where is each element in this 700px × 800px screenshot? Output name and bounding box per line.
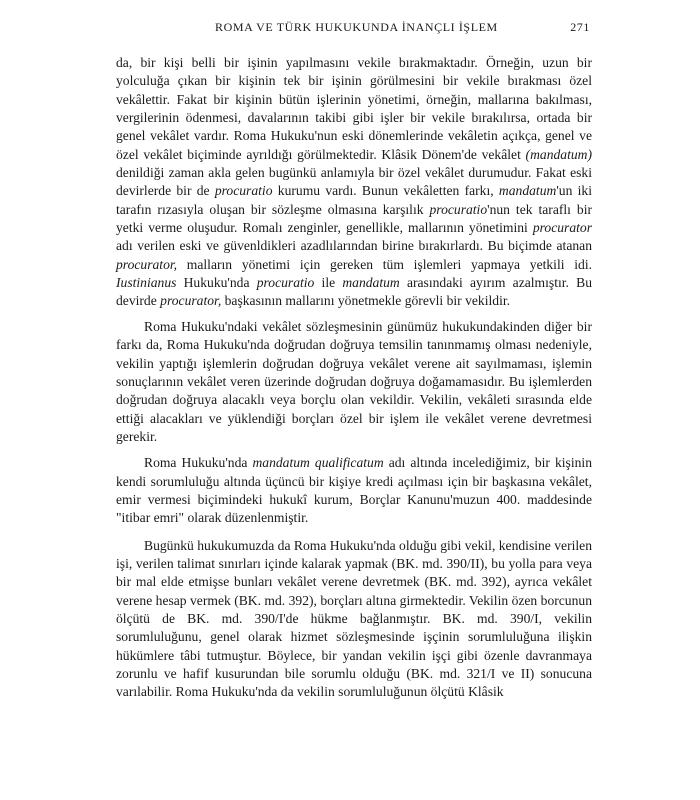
text-run: ile	[314, 275, 343, 291]
italic-term: mandatum	[342, 275, 400, 291]
body-text	[116, 54, 592, 702]
text-run: 'un iki tarafın rızasıyla oluşan bir sözleşme olmasına karşılık	[116, 183, 592, 217]
paragraph-1	[116, 54, 592, 311]
italic-term: procuratio	[214, 183, 273, 199]
text-run: adı verilen eski ve güvenldikleri azadlılarından birine bırakırlardı. Bu biçimde atanan	[116, 238, 592, 254]
italic-term: Iustinianus	[116, 275, 177, 291]
text-run: da, bir kişi belli bir işinin yapılmasını vekile bırakmaktadır. Örneğin, uzun bir yolculuğa çıkan bir kişinin tek bir işinin görülmesini bir vekile bırakması özel vekâlettir. Fakat bir kişinin bütün işlerinin yönetimi, örneğin, mallarına bakılması, vergilerinin ödenmesi, davalarının takibi gibi işler bir vekile bırakılırsa, ortada bir genel vekâlet vardır. Roma Hukuku'nun eski dönemlerinde vekâletin açıkça, genel ve özel vekâlet biçiminde ayrıldığı görülmektedir. Klâsik Dönem'de vekâlet	[116, 55, 592, 162]
text-run: Bugünkü hukukumuzda da Roma Hukuku'nda olduğu gibi vekil, kendisine verilen işi, verilen talimat sınırları içinde kalarak yapmak (BK. md. 390/II), bu yolla para veya bir mal elde etmişse bunları vekâlet verene devretmek (BK. md. 392), ayrıca vekâlet verene hesap vermek (BK. md. 392), borçları altına girmektedir. Vekilin özen borcunun ölçütü de BK. md. 390/I'de hükme bağlanmıştır. BK. md. 390/I, vekilin sorumluluğunu, genel olarak hizmet sözleşmesinde işçinin sorumluluğuna ilişkin hükümlere tâbi tutmuştur. Böylece, bir yandan vekilin işçi gibi özenle davranmaya zorunlu ve hafif kusurundan bile sorumlu olduğu (BK. md. 321/I ve II) sonucuna varılabilir. Roma Hukuku'nda da vekilin sorumluluğunun ölçütü Klâsik	[116, 537, 592, 700]
text-run: Roma Hukuku'nda	[144, 455, 253, 471]
running-header	[100, 20, 590, 38]
text-run: 'nun tek taraflı bir yetki verme oluşudur. Romalı zenginler, genellikle, mallarının yönetimini	[116, 201, 593, 236]
text-run: denildiği zaman akla gelen bugünkü anlamıyla bir özel vekâlet durumudur. Fakat eski devirlerde bir de	[116, 165, 592, 199]
paragraph-2	[116, 318, 592, 446]
running-title: ROMA VE TÜRK HUKUKUNDA İNANÇLI İŞLEM	[215, 20, 498, 34]
italic-term: procurator	[532, 220, 592, 236]
page-number: 271	[570, 20, 590, 34]
italic-term: procuratio	[256, 275, 315, 291]
italic-term: (mandatum)	[525, 146, 592, 162]
italic-term: procurator,	[116, 256, 178, 272]
text-run: Hukuku'nda	[176, 275, 257, 291]
text-run: başkasının mallarını yönetmekle görevli bir vekildir.	[221, 293, 511, 309]
text-run: kurumu vardı. Bunun vekâletten farkı,	[272, 183, 499, 199]
text-run: adı altında incelediğimiz, bir kişinin kendi sorumluluğu altında üçüncü bir kişiye kredi açılması için bir başkasına vekâlet, emir vermesi biçimindeki hukukî kurum, Borçlar Kanunu'muzun 400. maddesinde "itibar emri" olarak düzenlenmiştir.	[116, 455, 592, 526]
italic-term: mandatum qualificatum	[252, 455, 384, 471]
italic-term: procurator,	[160, 293, 222, 309]
paragraph-3	[116, 454, 592, 527]
text-run: arasındaki ayırım azalmıştır. Bu devirde	[116, 275, 592, 309]
text-run: malların yönetimi için gereken tüm işlemleri yapmaya yetkili idi.	[177, 256, 592, 272]
text-run: Roma Hukuku'ndaki vekâlet sözleşmesinin günümüz hukukundakinden diğer bir farkı da, Roma Hukuku'nda doğrudan doğruya temsilin tanınmamış olması nedeniyle, vekilin yaptığı işlemlerin doğrudan doğruya vekâlet verene ait sayılmaması, işlemin sonuçlarının vekâlet veren üzerinde doğrudan doğruya doğamamasıdır. Bu işlemlerden doğrudan doğruya alacaklı veya borçlu olan vekildir. Vekilin, vekâleti sırasında elde ettiği alacakları ve yüklendiği borçları özel bir işlem ile vekâlet verene devretmesi gerekir.	[116, 318, 592, 444]
italic-term: procuratio	[429, 201, 488, 217]
paragraph-4	[116, 537, 592, 702]
italic-term: mandatum	[498, 183, 557, 199]
